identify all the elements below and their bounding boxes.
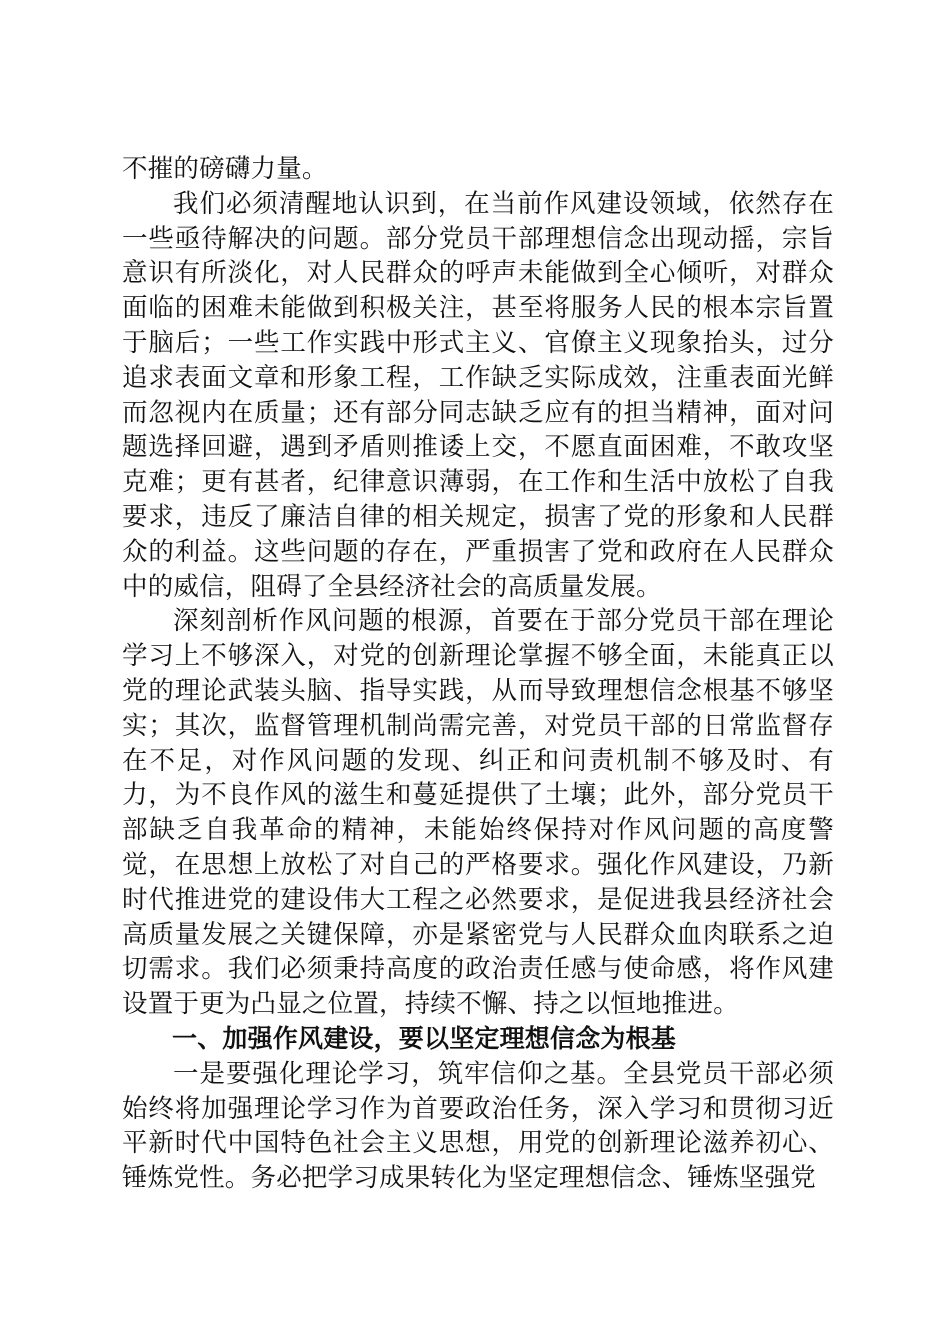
paragraph-root-causes: 深刻剖析作风问题的根源，首要在于部分党员干部在理论学习上不够深入，对党的创新理论掌握不够全面，未能真正以党的理论武装头脑、指导实践，从而导致理想信念根基不够坚实；其次，监督管理机制尚需完善，对党员干部的日常监督存在不足，对作风问题的发现、纠正和问责机制不够及时、有力，为不良作风的滋生和蔓延提供了土壤；此外，部分党员干部缺乏自我革命的精神，未能始终保持对作风问题的高度警觉，在思想上放松了对自己的严格要求。强化作风建设，乃新时代推进党的建设伟大工程之必然要求，是促进我县经济社会高质量发展之关键保障，亦是紧密党与人民群众血肉联系之迫切需求。我们必须秉持高度的政治责任感与使命感，将作风建设置于更为凸显之位置，持续不懈、持之以恒地推进。 [122, 606, 834, 1020]
paragraph-continuation: 不摧的磅礴力量。 [122, 154, 328, 184]
paragraph-theory-study: 一是要强化理论学习，筑牢信仰之基。全县党员干部必须始终将加强理论学习作为首要政治任务，深入学习和贯彻习近平新时代中国特色社会主义思想，用党的创新理论滋养初心、锤炼党性。务必把学习成果转化为坚定理想信念、锤炼坚强党 [122, 1058, 834, 1194]
section-heading: 一、加强作风建设，要以坚定理想信念为根基 [172, 1023, 677, 1053]
paragraph-problems: 我们必须清醒地认识到，在当前作风建设领域，依然存在一些亟待解决的问题。部分党员干部理想信念出现动摇，宗旨意识有所淡化，对人民群众的呼声未能做到全心倾听，对群众面临的困难未能做到积极关注，甚至将服务人民的根本宗旨置于脑后；一些工作实践中形式主义、官僚主义现象抬头，过分追求表面文章和形象工程，工作缺乏实际成效，注重表面光鲜而忽视内在质量；还有部分同志缺乏应有的担当精神，面对问题选择回避，遇到矛盾则推诿上交，不愿直面困难，不敢攻坚克难；更有甚者，纪律意识薄弱，在工作和生活中放松了自我要求，违反了廉洁自律的相关规定，损害了党的形象和人民群众的利益。这些问题的存在，严重损害了党和政府在人民群众中的威信，阻碍了全县经济社会的高质量发展。 [122, 188, 834, 602]
document-page [122, 152, 834, 1196]
